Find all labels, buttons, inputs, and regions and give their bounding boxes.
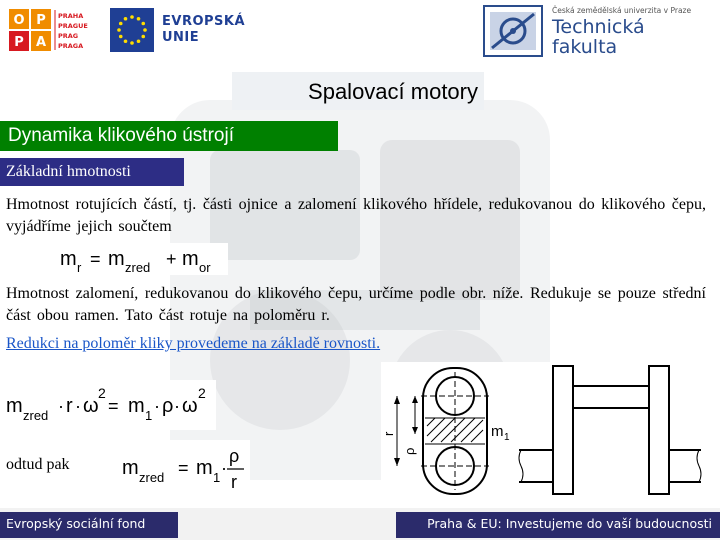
svg-text:ρ: ρ <box>229 446 240 466</box>
faculty-name <box>552 17 645 57</box>
svg-text:·: · <box>174 396 180 416</box>
formula-equality <box>4 380 216 430</box>
paragraph-crank-mass: Hmotnost zalomení, redukovanou do klikového čepu, určíme podle obr. níže. Redukuje se pouze střední část obou ramen. Tato část rotuje na poloměru r. <box>6 285 706 324</box>
f1-t2-sub: or <box>199 260 211 275</box>
footer-right-text: Praha & EU: Investujeme do vaší budoucnosti <box>396 512 720 538</box>
figure-label-m: m <box>491 423 504 440</box>
eu-flag-icon <box>110 8 154 52</box>
eu-logo-text <box>162 14 245 46</box>
eu-star <box>137 17 141 21</box>
svg-text:ρ: ρ <box>162 395 174 417</box>
eu-star <box>124 17 128 21</box>
eu-star <box>124 39 128 43</box>
svg-text:PRAGA: PRAGA <box>58 42 84 50</box>
eu-star <box>119 22 123 26</box>
svg-text:zred: zred <box>23 408 49 423</box>
eu-star <box>117 28 121 32</box>
footer-left-text: Evropský sociální fond <box>0 512 178 538</box>
svg-text:1: 1 <box>145 408 153 423</box>
svg-text:=: = <box>178 458 189 478</box>
eu-star <box>141 22 145 26</box>
svg-text:·: · <box>58 396 64 416</box>
paragraph-reduction-text: Redukci na poloměr kliky provedeme na základě rovnosti. <box>6 335 381 352</box>
section-heading: Dynamika klikového ústrojí <box>0 121 338 151</box>
paragraph-reduction <box>6 335 380 353</box>
odtud-pak-text: odtud pak <box>6 456 70 473</box>
svg-text:1: 1 <box>213 470 221 485</box>
svg-text:2: 2 <box>98 385 106 401</box>
svg-text:P: P <box>36 13 46 28</box>
svg-text:·: · <box>75 396 81 416</box>
paragraph-rotating-mass: Hmotnost rotujících částí, tj. části ojnice a zalomení klikového hřídele, redukovanou do klikového čepu, vyjádříme jejich součtem <box>6 196 706 235</box>
subsection-heading: Základní hmotnosti <box>0 158 184 186</box>
faculty-name-line1: Technická <box>552 16 645 38</box>
eu-logo <box>110 8 250 52</box>
svg-text:·: · <box>221 458 227 478</box>
faculty-name-line2: fakulta <box>552 36 618 58</box>
formula-reduced-mass <box>120 440 250 496</box>
faculty-emblem-icon <box>482 4 544 58</box>
eu-star <box>130 41 134 45</box>
svg-text:PRAGUE: PRAGUE <box>58 22 88 30</box>
eu-star <box>143 28 147 32</box>
eu-star <box>141 35 145 39</box>
f1-t1-sub: zred <box>125 260 151 275</box>
svg-text:m: m <box>6 395 23 417</box>
eu-logo-line1: EVROPSKÁ <box>162 14 246 29</box>
f1-lhs-sub: r <box>77 260 82 275</box>
figure-label-rho: ρ <box>402 447 417 455</box>
svg-text:A: A <box>35 35 47 50</box>
svg-text:zred: zred <box>139 470 165 485</box>
university-name: Česká zemědělská univerzita v Praze <box>552 6 692 15</box>
figure-label-m-sub: 1 <box>504 432 510 443</box>
figure-label-r: r <box>381 431 396 436</box>
svg-text:2: 2 <box>198 385 206 401</box>
eu-star <box>137 39 141 43</box>
svg-text:ω: ω <box>83 395 99 417</box>
slide-title: Spalovací motory <box>232 72 484 110</box>
formula-rotating-mass-sum <box>58 243 228 275</box>
svg-text:m: m <box>196 457 213 479</box>
f1-t1: m <box>108 248 125 270</box>
f1-eq: = <box>90 249 101 269</box>
f1-lhs: m <box>60 248 77 270</box>
eu-logo-line2: UNIE <box>162 30 200 45</box>
svg-text:r: r <box>66 395 73 417</box>
f1-plus: + <box>166 249 177 269</box>
svg-text:·: · <box>154 396 160 416</box>
eu-star <box>119 35 123 39</box>
oppa-logo <box>8 8 98 52</box>
svg-text:m: m <box>122 457 139 479</box>
svg-text:PRAG: PRAG <box>58 32 79 40</box>
svg-text:PRAHA: PRAHA <box>58 12 84 20</box>
svg-text:P: P <box>14 35 24 50</box>
crankshaft-figure <box>381 362 711 500</box>
faculty-logo <box>478 2 720 60</box>
svg-text:ω: ω <box>182 395 198 417</box>
svg-text:O: O <box>13 13 25 28</box>
svg-text:=: = <box>108 396 119 416</box>
svg-text:m: m <box>128 395 145 417</box>
svg-text:r: r <box>231 472 237 492</box>
eu-star <box>130 15 134 19</box>
f1-t2: m <box>182 248 199 270</box>
